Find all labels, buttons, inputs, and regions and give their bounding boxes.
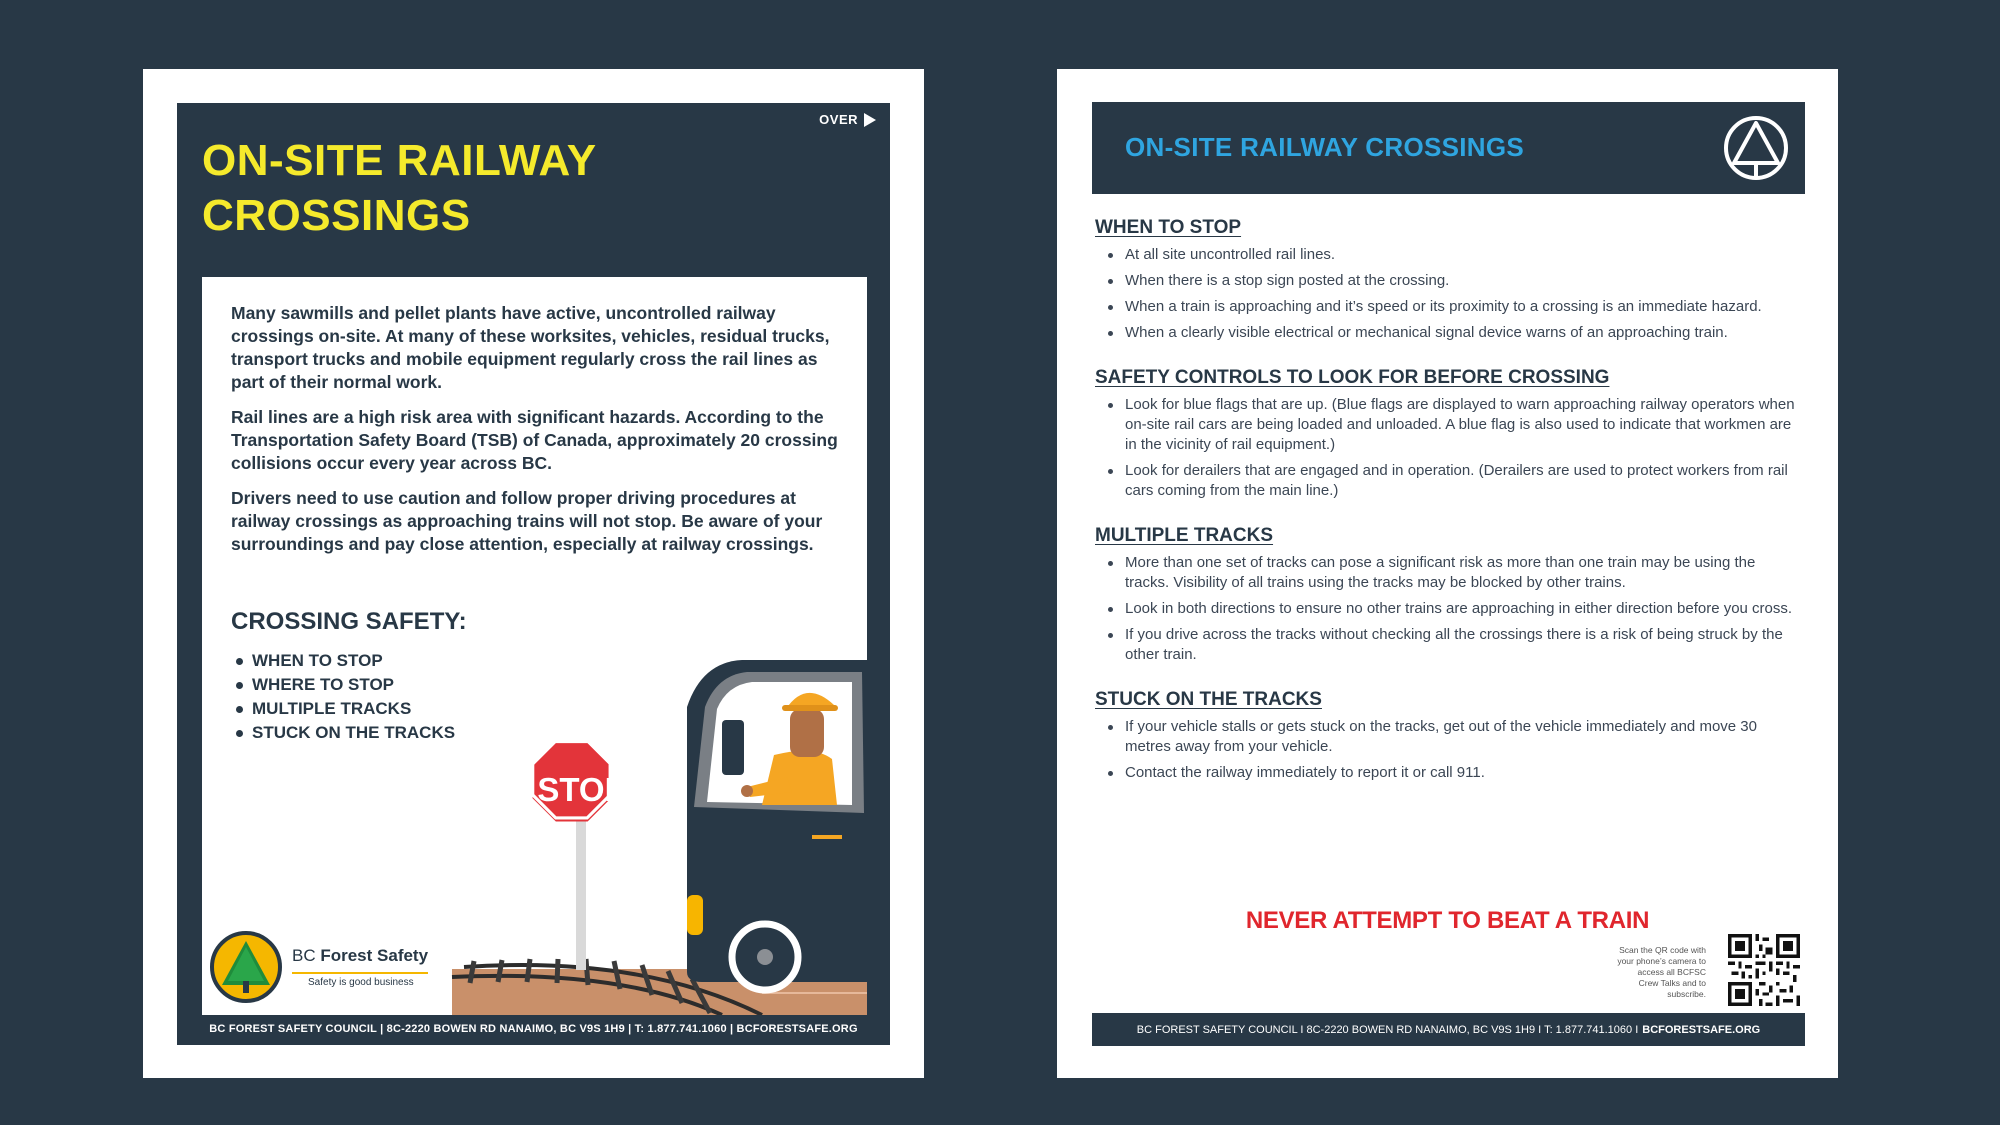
- qr-caption: Scan the QR code with your phone’s camera to access all BCFSC Crew Talks and to subscribe.: [1617, 945, 1706, 999]
- over-indicator: [819, 112, 876, 127]
- truck-icon: [687, 660, 867, 990]
- railway-crossing-illustration: [202, 277, 867, 1015]
- list-item: Look in both directions to ensure no other trains are approaching in either direction before you cross.: [1103, 599, 1795, 619]
- logo-text: [292, 946, 428, 988]
- section-multiple-tracks: [1095, 525, 1795, 665]
- list-item: Look for derailers that are engaged and in operation. (Derailers are used to protect workers from rail cars coming from the main line.): [1103, 461, 1795, 501]
- list-item-label: WHEN TO STOP: [252, 651, 383, 670]
- logo-tagline: Safety is good business: [292, 972, 428, 988]
- front-panel: [177, 103, 890, 1045]
- back-title: ON-SITE RAILWAY CROSSINGS: [1125, 132, 1525, 162]
- list-item: More than one set of tracks can pose a significant risk as more than one train may be using the tracks. Visibility of all trains using the tracks may be blocked by other trains.: [1103, 553, 1795, 593]
- list-item: When a clearly visible electrical or mechanical signal device warns of an approaching train.: [1103, 323, 1795, 343]
- back-body: [1095, 217, 1795, 807]
- logo-name-regular: BC: [292, 946, 321, 965]
- back-page: [1057, 69, 1838, 1078]
- back-footer: [1092, 1013, 1805, 1046]
- intro-paragraph: Rail lines are a high risk area with significant hazards. According to the Transportation Safety Board (TSB) of Canada, approximately 20 crossing collisions occur every year across BC.: [231, 407, 838, 473]
- list-item: If your vehicle stalls or gets stuck on the tracks, get out of the vehicle immediately and move 30 metres away from your vehicle.: [1103, 717, 1795, 757]
- section-heading: MULTIPLE TRACKS: [1095, 525, 1274, 546]
- front-content-card: [202, 277, 867, 1015]
- list-item-label: MULTIPLE TRACKS: [252, 699, 412, 718]
- list-item-label: STUCK ON THE TRACKS: [252, 723, 456, 742]
- crossing-safety-heading: CROSSING SAFETY:: [231, 608, 467, 635]
- section-list: [1103, 717, 1795, 783]
- footer-address: BC FOREST SAFETY COUNCIL I 8C-2220 BOWEN RD NANAIMO, BC V9S 1H9 I T: 1.877.741.1060 I: [1136, 1023, 1639, 1036]
- qr-code-icon[interactable]: [1728, 934, 1800, 1006]
- play-arrow-icon: [864, 113, 876, 127]
- section-heading: STUCK ON THE TRACKS: [1095, 689, 1322, 710]
- list-item: At all site uncontrolled rail lines.: [1103, 245, 1795, 265]
- bc-forest-safety-logo: [210, 931, 428, 1003]
- warning-banner: NEVER ATTEMPT TO BEAT A TRAIN: [1245, 907, 1650, 934]
- front-page: [143, 69, 924, 1078]
- section-list: [1103, 395, 1795, 501]
- list-item: If you drive across the tracks without checking all the crossings there is a risk of being struck by the other train.: [1103, 625, 1795, 665]
- section-list: [1103, 245, 1795, 343]
- over-label: OVER: [819, 112, 858, 127]
- list-item-label: WHERE TO STOP: [252, 675, 395, 694]
- list-item: Contact the railway immediately to report it or call 911.: [1103, 763, 1795, 783]
- section-safety-controls: [1095, 367, 1795, 501]
- front-footer: BC FOREST SAFETY COUNCIL | 8C-2220 BOWEN RD NANAIMO, BC V9S 1H9 | T: 1.877.741.1060 | BCFORESTSAFE.ORG: [209, 1023, 858, 1035]
- back-header: [1092, 102, 1805, 194]
- list-item: When there is a stop sign posted at the crossing.: [1103, 271, 1795, 291]
- section-heading: WHEN TO STOP: [1095, 217, 1242, 238]
- stop-sign-text: STOP: [537, 771, 627, 808]
- logo-name-bold: Forest Safety: [320, 946, 429, 965]
- section-stuck-on-tracks: [1095, 689, 1795, 783]
- footer-website-link[interactable]: BCFORESTSAFE.ORG: [1642, 1023, 1761, 1036]
- logo-name: [292, 946, 428, 966]
- forest-safety-outline-logo-icon: [1723, 115, 1789, 181]
- front-title-line2: CROSSINGS: [202, 191, 471, 240]
- section-list: [1103, 553, 1795, 665]
- front-title-line1: ON-SITE RAILWAY: [202, 136, 597, 185]
- list-item: Look for blue flags that are up. (Blue flags are displayed to warn approaching railway operators when on-site rail cars are being loaded and unloaded. A blue flag is also used to indicate that workmen are in the vicinity of rail equipment.): [1103, 395, 1795, 455]
- section-when-to-stop: [1095, 217, 1795, 343]
- intro-paragraph: Many sawmills and pellet plants have active, uncontrolled railway crossings on-site. At many of these worksites, vehicles, residual trucks, transport trucks and mobile equipment regularly cross the rail lines as part of their normal work.: [231, 303, 830, 392]
- forest-safety-emblem-icon: [210, 931, 282, 1003]
- intro-paragraph: Drivers need to use caution and follow proper driving procedures at railway crossings as approaching trains will not stop. Be aware of your surroundings and pay close attention, especially at railway crossings.: [231, 488, 823, 554]
- section-heading: SAFETY CONTROLS TO LOOK FOR BEFORE CROSSING: [1095, 367, 1610, 388]
- list-item: When a train is approaching and it’s speed or its proximity to a crossing is an immediate hazard.: [1103, 297, 1795, 317]
- front-title: [202, 133, 597, 243]
